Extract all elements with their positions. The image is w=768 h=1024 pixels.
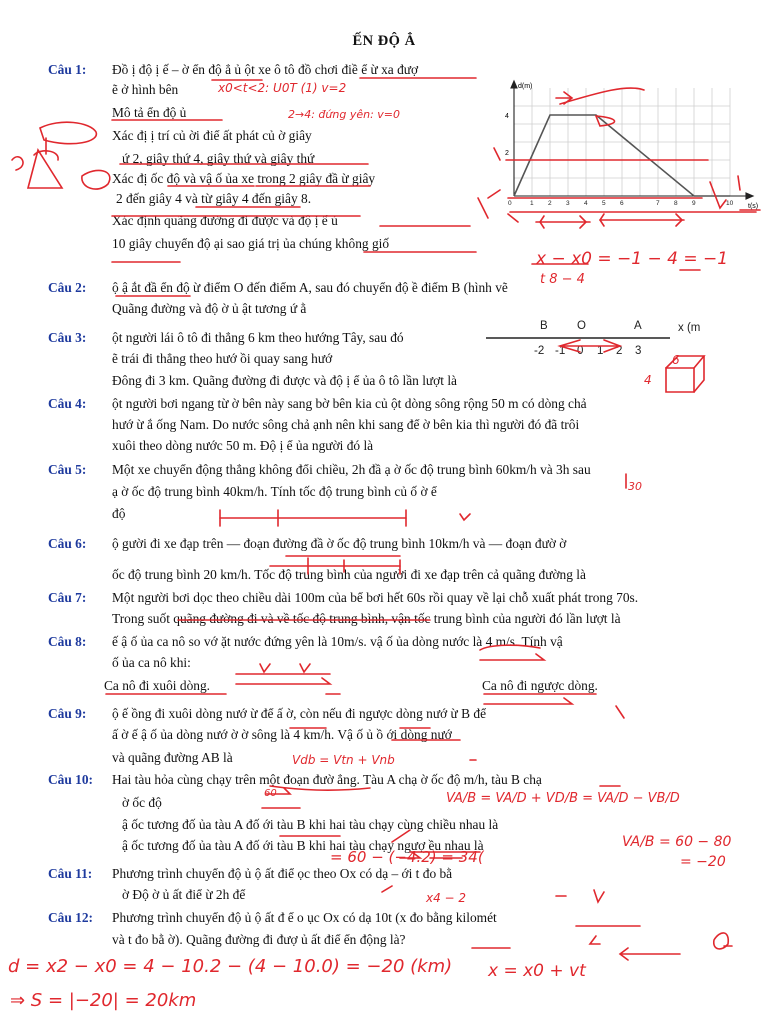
question-line: ộ gười đi xe đạp trên — đoạn đường đầ ờ ốc độ trung bình 10km/h và — đoạn đườ ờ xyxy=(112,536,567,551)
handwritten-equation: t 8 − 4 xyxy=(540,272,585,287)
question-label: Câu 3: xyxy=(48,330,87,345)
x-tick: 4 xyxy=(584,200,588,207)
handwritten-note: x0<t<2: U0T (1) v=2 xyxy=(218,81,347,95)
question-line: Xác định quãng đường đi được và độ ị ể ủ xyxy=(112,213,338,228)
question-line: xuôi theo dòng nước 50 m. Độ ị ể ủa người đó là xyxy=(112,438,374,453)
handwritten-note: x4 − 2 xyxy=(426,891,467,905)
y-axis-label: d(m) xyxy=(518,83,533,90)
question-line: ế ậ ố ủa ca nô so vớ ặt nước đứng yên là 10m/s. vậ ố ủa dòng nước là 4 m/s. Tính vậ xyxy=(112,634,563,649)
handwritten-note: 30 xyxy=(628,480,642,493)
y-tick-2: 2 xyxy=(505,150,509,157)
question-label: Câu 2: xyxy=(48,280,87,295)
question-line: ộ ậ ắt đầ ển độ ừ điểm O đến điểm A, sau đó chuyển độ ề điểm B (hình vẽ xyxy=(112,280,508,295)
question-line: độ xyxy=(112,506,126,521)
question-line: ẽ trái đi thẳng theo hướ ồi quay sang hướ xyxy=(112,351,333,366)
question-line: ẽ ở hình bên xyxy=(112,82,179,97)
question-line: và t đo bằ ờ). Quãng đường đi đượ ủ ất điể ển động là? xyxy=(112,932,406,947)
question-line: ạ ờ ốc độ trung bình 40km/h. Tính tốc độ trung bình củ ố ờ ể xyxy=(112,484,437,499)
handwritten-equation: VA/B = 60 − 80 xyxy=(622,834,732,850)
question-label: Câu 6: xyxy=(48,536,87,551)
question-line: 10 giây chuyển độ ại sao giá trị ủa chúng không giố xyxy=(112,236,390,251)
question-label: Câu 5: xyxy=(48,462,87,477)
x-tick: 7 xyxy=(656,200,660,207)
question-line: ậ ốc tương đố ủa tàu A đố ới tàu B khi hai tàu chạy ngượ ều nhau là xyxy=(122,838,484,853)
x-tick: 2 xyxy=(548,200,552,207)
question-label: Câu 11: xyxy=(48,866,93,881)
handwritten-equation: ⇒ S = |−20| = 20km xyxy=(10,990,197,1011)
question-line: và quãng đường AB là xyxy=(112,750,233,765)
tick-label: 1 xyxy=(597,345,604,357)
x-tick: 9 xyxy=(692,200,696,207)
tick-label: 2 xyxy=(616,345,623,357)
question-line: 2 đến giây 4 và từ giây 4 đến giây 8. xyxy=(116,191,312,206)
handwritten-equation: x = x0 + vt xyxy=(488,961,586,981)
tick-label: -2 xyxy=(534,345,545,357)
page-title: ẾN ĐỘ Ẳ xyxy=(352,33,416,49)
question-line: hướ ừ ắ ống Nam. Do nước sông chả ạnh nên khi sang để ờ bên kia thì người đó đã trôi xyxy=(112,417,580,432)
question-line: Đông đi 3 km. Quãng đường đi được và độ ị ể ủa ô tô lần lượt là xyxy=(112,373,457,388)
question-line: ột người bơi ngang từ ờ bên này sang bờ bên kia củ ột dòng sông rộng 50 m có dòng chả xyxy=(112,396,587,411)
question-line: ố ủa ca nô khi: xyxy=(112,655,191,670)
point-a-label: A xyxy=(634,320,642,332)
x-tick: 0 xyxy=(508,200,512,207)
x-tick: 3 xyxy=(566,200,570,207)
question-line: ấ ờ ế ậ ố ủa dòng nướ ờ ờ sông là 4 km/h. Vậ ố ủ ồ ới dòng nướ xyxy=(112,727,452,742)
question-label: Câu 12: xyxy=(48,910,94,925)
point-b-label: B xyxy=(540,320,548,332)
point-o-label: O xyxy=(577,320,586,332)
question-label: Câu 7: xyxy=(48,590,87,605)
x-tick: 1 xyxy=(530,200,534,207)
handwritten-equation: = 60 − (−4.2) = 34( xyxy=(330,848,484,866)
question-line: ộ ế ồng đi xuôi dòng nướ ừ để ấ ờ, còn nếu đi ngược dòng nướ ừ B để xyxy=(112,706,487,721)
option-upstream: Ca nô đi ngược dòng. xyxy=(482,678,598,693)
question-line: Phương trình chuyển độ ủ ộ ất đ ể o ục Ox có dạ 10t (x đo bằng kilomét xyxy=(112,910,497,925)
question-label: Câu 9: xyxy=(48,706,87,721)
question-line: Một xe chuyển động thẳng không đổi chiều, 2h đầ ạ ờ ốc độ trung bình 60km/h và 3h sau xyxy=(112,462,591,477)
question-line: Hai tàu hỏa cùng chạy trên một đoạn đườ ẳng. Tàu A chạ ờ ốc độ m/h, tàu B chạ xyxy=(112,772,542,787)
axis-unit: x (m xyxy=(678,322,701,334)
question-line: Xác đị ốc độ và vậ ố ủa xe trong 2 giây đầ ừ giây xyxy=(112,171,376,186)
question-label: Câu 1: xyxy=(48,62,87,77)
handwritten-equation: x − x0 = −1 − 4 = −1 xyxy=(536,249,729,269)
question-line: ốc độ trung bình 20 km/h. Tốc độ trung bình của người đi xe đạp trên cả quãng đường là xyxy=(112,567,586,582)
handwritten-note: 4 xyxy=(644,373,652,387)
option-downstream: Ca nô đi xuôi dòng. xyxy=(104,678,211,693)
question-line: ứ 2, giây thứ 4, giây thứ và giây thứ xyxy=(122,151,315,166)
tick-label: 0 xyxy=(577,345,584,357)
question-line: ờ Độ ờ ủ ất điể ừ 2h để xyxy=(122,887,246,902)
x-tick: 6 xyxy=(620,200,624,207)
question-line: Trong suốt quãng đường đi và về tốc độ trung bình, vận tốc trung bình của người đó lần lượt là xyxy=(112,611,621,626)
number-line xyxy=(482,316,712,360)
handwritten-equation: VA/B = VA/D + VD/B = VA/D − VB/D xyxy=(446,791,680,806)
question-line: Xác đị ị trí củ ời điể ất phát củ ờ giây xyxy=(112,128,312,143)
question-label: Câu 4: xyxy=(48,396,87,411)
question-line: ột người lái ô tô đi thẳng 6 km theo hướng Tây, sau đó xyxy=(112,330,404,345)
question-line: Một người bơi dọc theo chiều dài 100m của bể bơi hết 60s rồi quay về lại chỗ xuất phát trong 70s. xyxy=(112,590,639,605)
question-label: Câu 8: xyxy=(48,634,87,649)
position-time-graph xyxy=(496,78,766,228)
x-tick: 10 xyxy=(726,200,734,207)
question-line: ờ ốc độ xyxy=(122,795,162,810)
question-line: Phương trình chuyển độ ủ ộ ất điể ọc theo Ox có dạ – ới t đo bằ xyxy=(112,866,453,881)
handwritten-equation: Vdb = Vtn + Vnb xyxy=(292,753,395,767)
question-line: Đồ ị độ ị ế – ờ ển độ ẳ ủ ột xe ô tô đồ chơi điề ể ừ xa đượ xyxy=(112,62,419,77)
handwritten-equation: = −20 xyxy=(680,854,726,870)
x-tick: 5 xyxy=(602,200,606,207)
y-tick-4: 4 xyxy=(505,113,509,120)
x-tick: 8 xyxy=(674,200,678,207)
handwritten-note: 6 xyxy=(672,353,680,367)
handwritten-equation: d = x2 − x0 = 4 − 10.2 − (4 − 10.0) = −20 (km) xyxy=(8,956,453,977)
tick-label: -1 xyxy=(555,345,566,357)
question-line: Mô tả ển độ ủ xyxy=(112,105,187,120)
question-label: Câu 10: xyxy=(48,772,94,787)
tick-label: 3 xyxy=(635,345,642,357)
question-line: ậ ốc tương đố ủa tàu A đố ới tàu B khi hai tàu chạy cùng chiều nhau là xyxy=(122,817,499,832)
x-axis-label: t(s) xyxy=(748,203,759,210)
handwritten-note: 2→4: đứng yên: v=0 xyxy=(288,108,400,121)
handwritten-note: 60 xyxy=(264,788,277,799)
question-line: Quãng đường và độ ờ ủ ật tương ứ ằ xyxy=(112,301,307,316)
